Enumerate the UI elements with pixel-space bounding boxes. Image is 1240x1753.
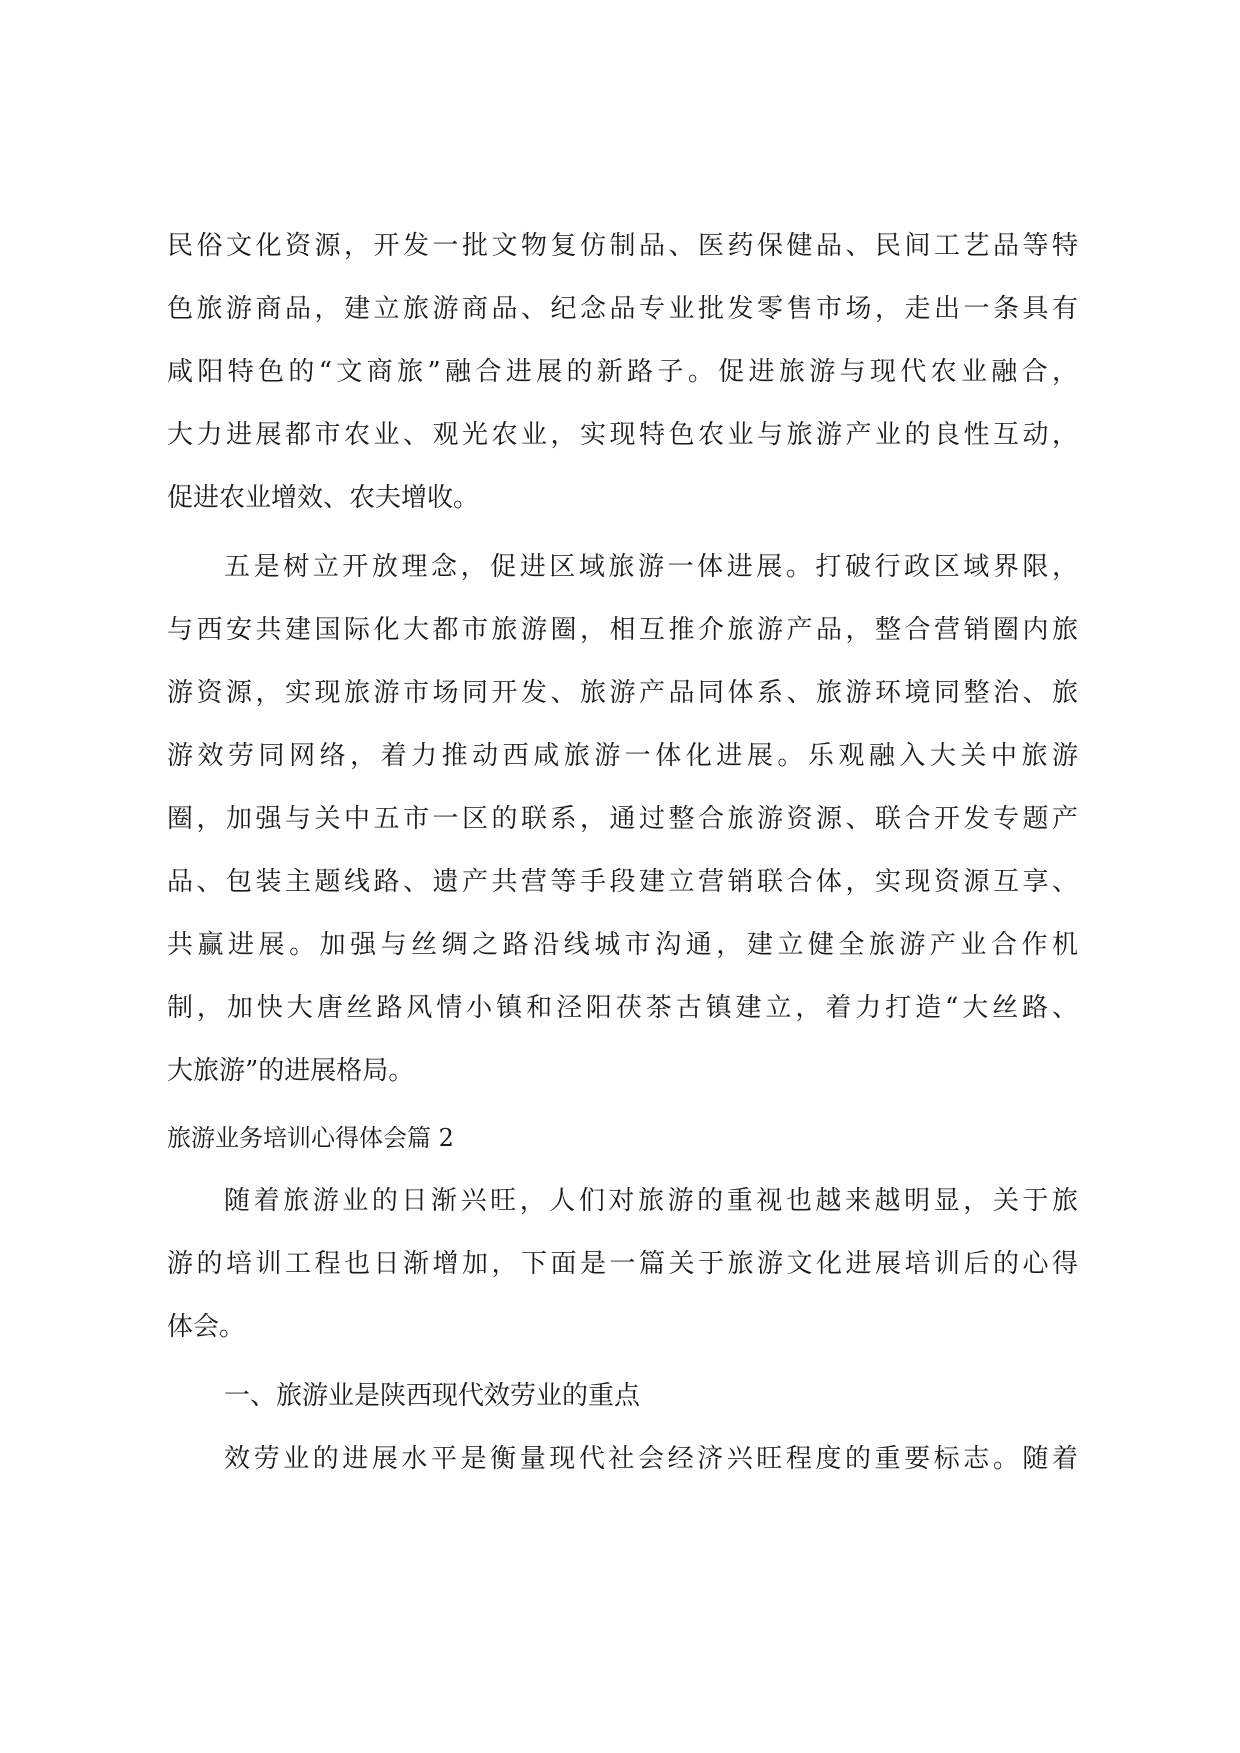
text-line: 游的培训工程也日渐增加，下面是一篇关于旅游文化进展培训后的心得 xyxy=(167,1249,1078,1279)
subheading: 一、旅游业是陕西现代效劳业的重点 xyxy=(224,1381,641,1411)
text-line: 体会。 xyxy=(167,1312,246,1342)
paragraph-4 xyxy=(167,1428,1078,1491)
text-line: 大力进展都市农业、观光农业，实现特色农业与旅游产业的良性互动， xyxy=(167,420,1078,450)
paragraph-3 xyxy=(167,1170,1078,1359)
text-line: 促进农业增效、农夫增收。 xyxy=(167,483,480,513)
text-line: 效劳业的进展水平是衡量现代社会经济兴旺程度的重要标志。随着 xyxy=(224,1444,1078,1474)
text-line: 品、包装主题线路、遗产共营等手段建立营销联合体，实现资源互享、 xyxy=(167,867,1078,897)
text-line: 与西安共建国际化大都市旅游圈，相互推介旅游产品，整合营销圈内旅 xyxy=(167,615,1078,645)
text-line: 圈，加强与关中五市一区的联系，通过整合旅游资源、联合开发专题产 xyxy=(167,804,1078,834)
text-line: 色旅游商品，建立旅游商品、纪念品专业批发零售市场，走出一条具有 xyxy=(167,294,1078,324)
text-line: 随着旅游业的日渐兴旺，人们对旅游的重视也越来越明显，关于旅 xyxy=(224,1186,1078,1216)
text-line: 制，加快大唐丝路风情小镇和泾阳茯茶古镇建立，着力打造“大丝路、 xyxy=(167,993,1078,1023)
text-line: 游资源，实现旅游市场同开发、旅游产品同体系、旅游环境同整治、旅 xyxy=(167,678,1078,708)
text-line: 大旅游”的进展格局。 xyxy=(167,1056,415,1086)
text-line: 咸阳特色的“文商旅”融合进展的新路子。促进旅游与现代农业融合， xyxy=(167,357,1078,387)
paragraph-2 xyxy=(167,536,1078,1103)
section-title: 旅游业务培训心得体会篇 2 xyxy=(167,1124,454,1152)
text-line: 游效劳同网络，着力推动西咸旅游一体化进展。乐观融入大关中旅游 xyxy=(167,741,1078,771)
text-line: 五是树立开放理念，促进区域旅游一体进展。打破行政区域界限， xyxy=(224,552,1078,582)
document-page xyxy=(167,215,1078,1491)
paragraph-1 xyxy=(167,215,1078,530)
text-line: 共赢进展。加强与丝绸之路沿线城市沟通，建立健全旅游产业合作机 xyxy=(167,930,1078,960)
text-line: 民俗文化资源，开发一批文物复仿制品、医药保健品、民间工艺品等特 xyxy=(167,231,1078,261)
